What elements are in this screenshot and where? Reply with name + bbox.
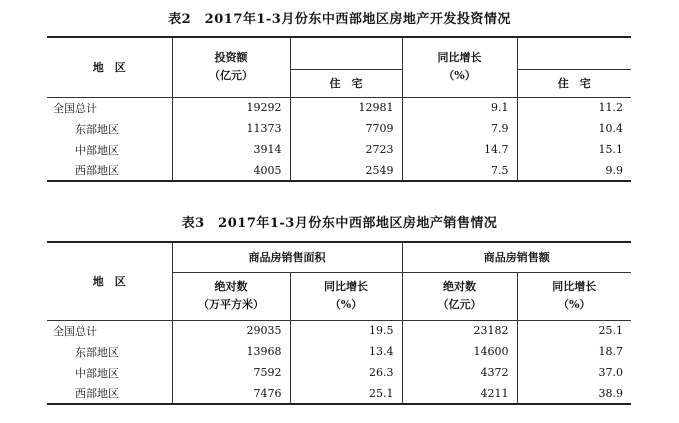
table-row	[47, 320, 631, 341]
region-cell: 东部地区	[75, 122, 119, 136]
region-cell: 全国总计	[53, 324, 97, 338]
sales-cell: 4211	[402, 383, 517, 404]
sales-growth-cell: 18.7	[517, 341, 631, 362]
residential-cell: 7709	[290, 118, 402, 139]
empty-header-cell	[290, 37, 402, 69]
investment-unit: （亿元）	[209, 69, 253, 83]
growth-cell: 14.7	[402, 139, 517, 160]
investment-table	[47, 36, 631, 182]
sales-cell: 23182	[402, 320, 517, 341]
abs-area-label: 绝对数	[214, 280, 248, 293]
growth-sales-unit: （%）	[558, 298, 591, 311]
residential-growth-header: 住 宅	[517, 69, 631, 97]
table-row	[47, 139, 631, 160]
investment-cell: 3914	[172, 139, 290, 160]
table-row	[47, 362, 631, 383]
region-header: 地 区	[47, 242, 172, 320]
growth-cell: 9.1	[402, 97, 517, 118]
residential-cell: 2723	[290, 139, 402, 160]
growth-sales-label: 同比增长	[552, 280, 597, 293]
table3-title: 表3 2017年1-3月份东中西部地区房地产销售情况	[181, 216, 498, 231]
abs-area-unit: （万平方米）	[198, 298, 264, 311]
region-cell: 中部地区	[75, 366, 119, 380]
area-growth-cell: 13.4	[290, 341, 402, 362]
area-cell: 7592	[172, 362, 290, 383]
area-cell: 7476	[172, 383, 290, 404]
sales-growth-cell: 25.1	[517, 320, 631, 341]
growth-label: 同比增长	[437, 51, 482, 65]
growth-area-unit: （%）	[329, 298, 363, 311]
region-cell: 西部地区	[47, 160, 172, 181]
investment-header	[172, 37, 290, 97]
growth-area-header	[290, 272, 402, 320]
growth-header	[402, 37, 517, 97]
growth-cell: 7.5	[402, 160, 517, 181]
area-growth-cell: 26.3	[290, 362, 402, 383]
residential-growth-cell: 15.1	[517, 139, 631, 160]
area-growth-cell: 19.5	[290, 320, 402, 341]
abs-sales-label: 绝对数	[443, 280, 476, 293]
residential-growth-cell: 9.9	[517, 160, 631, 181]
sales-table	[47, 241, 631, 405]
region-cell: 中部地区	[75, 143, 119, 157]
investment-label: 投资额	[214, 51, 248, 65]
growth-sales-header	[517, 272, 631, 320]
area-growth-cell: 25.1	[290, 383, 402, 404]
region-cell: 西部地区	[47, 383, 172, 404]
table-row	[47, 160, 631, 181]
table-row	[47, 118, 631, 139]
sales-growth-cell: 38.9	[517, 383, 631, 404]
growth-area-label: 同比增长	[324, 280, 368, 293]
sales-cell: 14600	[402, 341, 517, 362]
residential-growth-cell: 10.4	[517, 118, 631, 139]
area-cell: 13968	[172, 341, 290, 362]
residential-cell: 12981	[290, 97, 402, 118]
residential-cell: 2549	[290, 160, 402, 181]
sales-group-header: 商品房销售额	[402, 242, 631, 272]
abs-sales-unit: （亿元）	[437, 298, 482, 311]
residential-growth-cell: 11.2	[517, 97, 631, 118]
region-cell: 东部地区	[75, 345, 119, 359]
abs-sales-header	[402, 272, 517, 320]
growth-unit: （%）	[443, 69, 476, 83]
residential-header: 住 宅	[290, 69, 402, 97]
area-cell: 29035	[172, 320, 290, 341]
investment-cell: 11373	[172, 118, 290, 139]
growth-cell: 7.9	[402, 118, 517, 139]
table-row	[47, 383, 631, 404]
area-group-header: 商品房销售面积	[172, 242, 402, 272]
sales-cell: 4372	[402, 362, 517, 383]
region-cell: 全国总计	[53, 101, 97, 115]
empty-header-cell	[517, 37, 631, 69]
investment-cell: 4005	[172, 160, 290, 181]
table-row	[47, 97, 631, 118]
abs-area-header	[172, 272, 290, 320]
table2-title: 表2 2017年1-3月份东中西部地区房地产开发投资情况	[168, 12, 511, 27]
investment-cell: 19292	[172, 97, 290, 118]
region-header: 地 区	[47, 37, 172, 97]
sales-growth-cell: 37.0	[517, 362, 631, 383]
table-row	[47, 341, 631, 362]
